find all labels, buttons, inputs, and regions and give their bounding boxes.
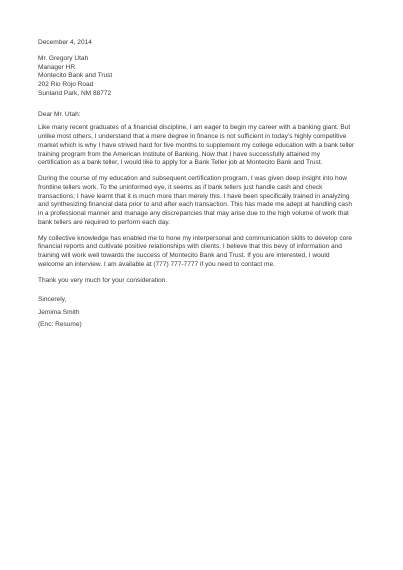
- paragraph-line: frontline tellers work. To the uninformed eye, it seems as if bank tellers just handle cash and check: [38, 183, 323, 191]
- paragraph-line: Like many recent graduates of a financial discipline, I am eager to begin my career with a banking giant. But: [38, 124, 351, 132]
- recipient-address: [38, 55, 373, 99]
- recipient-city: Sunland Park, NM 88772: [38, 89, 112, 97]
- paragraph-line: financial reports and cultivate positive relationships with clients. I believe that this bevy of information and: [38, 243, 342, 251]
- recipient-company: Montecito Bank and Trust: [38, 72, 113, 80]
- paragraph-line: in a professional manner and manage any discrepancies that may arise due to the high volume of work that: [38, 210, 349, 217]
- body-paragraph-1: [38, 124, 373, 168]
- paragraph-line: training will work well towards the success of Montecito Bank and Trust. If you are interested, I would: [38, 252, 330, 259]
- salutation: Dear Mr. Utah:: [38, 110, 81, 118]
- enclosure-note: (Enc: Resume): [38, 321, 82, 329]
- body-paragraph-4: [38, 277, 373, 286]
- paragraph-line: unlike most others, I understand that a mere degree in finance is not sufficient in today’s highly competitive: [38, 133, 347, 140]
- signature-name: Jemima Smith: [38, 308, 80, 316]
- body-paragraph-3: [38, 235, 373, 270]
- letter-date: December 4, 2014: [38, 39, 92, 46]
- paragraph-line: training program from the American Institute of Banking. Now that I have successfully attained my: [38, 150, 321, 158]
- paragraph-line: market which is why I have strived hard for five months to supplement my college education with a bank teller: [38, 141, 355, 149]
- paragraph-line: During the course of my education and subsequent certification program, I was given deep insight into how: [38, 175, 347, 182]
- closing-phrase: Sincerely,: [38, 296, 67, 304]
- paragraph-line: Thank you very much for your consideration.: [38, 276, 168, 284]
- closing-block: [38, 296, 373, 330]
- paragraph-line: and synthesizing financial data prior to and after each transaction. This has made me adept at handling cash: [38, 201, 352, 209]
- recipient-title: Manager HR: [38, 63, 76, 71]
- paragraph-line: My collective knowledge has enabled me to hone my interpersonal and communication skills to develop core: [38, 234, 353, 242]
- recipient-street: 202 Rio Rojo Road: [38, 81, 94, 88]
- paragraph-line: welcome an interview. I am available at (777) 777-7777 if you need to contact me.: [38, 260, 275, 268]
- recipient-name: Mr. Gregory Utah: [38, 54, 89, 62]
- paragraph-line: bank tellers are required to perform each day.: [38, 218, 170, 226]
- body-paragraph-2: [38, 175, 373, 228]
- paragraph-line: certification as a bank teller, I would like to apply for a Bank Teller job at Montecito Bank and Trust.: [38, 159, 323, 167]
- paragraph-line: transactions; I have learnt that it is much more than merely this. I have been specifically trained in analyzing: [38, 192, 350, 200]
